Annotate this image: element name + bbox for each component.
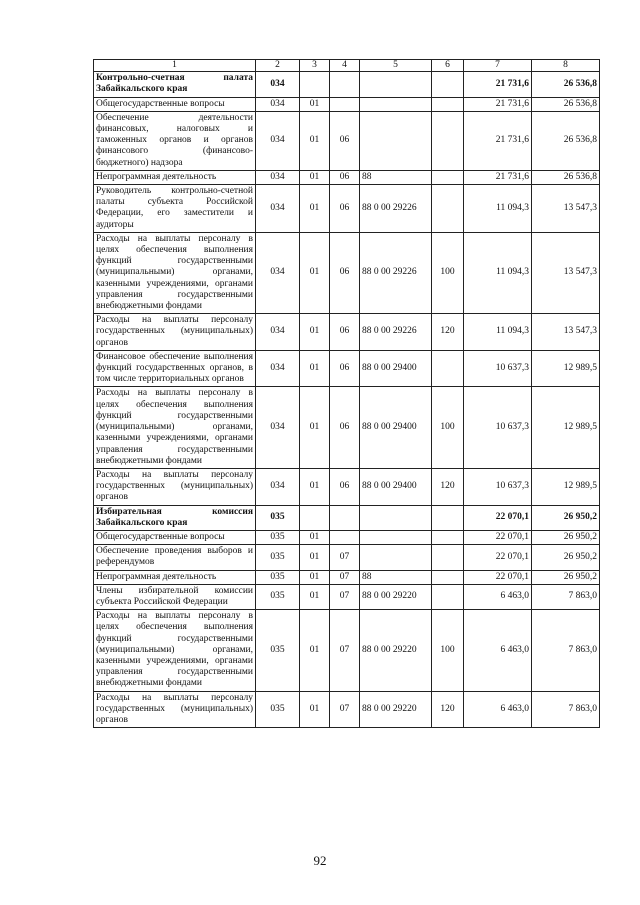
table-row	[94, 72, 600, 97]
table-row	[94, 97, 600, 111]
column-number: 2	[256, 60, 300, 72]
amount-col7: 6 463,0	[464, 610, 532, 691]
table-row	[94, 170, 600, 184]
row-name: Расходы на выплаты персоналу государственных (муниципальных) органов	[94, 691, 256, 728]
amount-col8: 26 536,8	[532, 170, 600, 184]
amount-col8: 13 547,3	[532, 185, 600, 233]
row-name: Расходы на выплаты персоналу государственных (муниципальных) органов	[94, 314, 256, 351]
budget-table	[93, 59, 600, 728]
table-row	[94, 545, 600, 570]
section-code: 01	[300, 350, 330, 387]
amount-col8: 13 547,3	[532, 314, 600, 351]
row-name: Общегосударственные вопросы	[94, 97, 256, 111]
target-article-code: 88 0 00 29220	[360, 584, 432, 609]
amount-col7: 6 463,0	[464, 691, 532, 728]
table-row	[94, 691, 600, 728]
ministry-code: 034	[256, 72, 300, 97]
amount-col7: 21 731,6	[464, 72, 532, 97]
subsection-code: 06	[330, 185, 360, 233]
target-article-code: 88 0 00 29226	[360, 185, 432, 233]
amount-col7: 22 070,1	[464, 530, 532, 544]
amount-col8: 12 989,5	[532, 350, 600, 387]
expense-type-code	[432, 111, 464, 170]
subsection-code: 06	[330, 350, 360, 387]
row-name: Члены избирательной комиссии субъекта Российской Федерации	[94, 584, 256, 609]
row-name: Обеспечение деятельности финансовых, налоговых и таможенных органов и органов финансового (финансово-бюджетного) надзора	[94, 111, 256, 170]
row-name: Избирательная комиссия Забайкальского края	[94, 505, 256, 530]
amount-col8: 12 989,5	[532, 468, 600, 505]
column-number: 5	[360, 60, 432, 72]
table-row	[94, 584, 600, 609]
expense-type-code	[432, 185, 464, 233]
amount-col7: 10 637,3	[464, 387, 532, 468]
expense-type-code	[432, 530, 464, 544]
target-article-code	[360, 72, 432, 97]
column-number: 4	[330, 60, 360, 72]
amount-col8: 26 536,8	[532, 111, 600, 170]
amount-col8: 7 863,0	[532, 691, 600, 728]
page-number: 92	[313, 853, 327, 868]
table-row	[94, 610, 600, 691]
table-row	[94, 111, 600, 170]
ministry-code: 034	[256, 111, 300, 170]
target-article-code	[360, 530, 432, 544]
amount-col7: 22 070,1	[464, 505, 532, 530]
subsection-code: 06	[330, 387, 360, 468]
amount-col7: 11 094,3	[464, 314, 532, 351]
ministry-code: 034	[256, 97, 300, 111]
section-code: 01	[300, 584, 330, 609]
amount-col7: 22 070,1	[464, 545, 532, 570]
row-name: Расходы на выплаты персоналу государственных (муниципальных) органов	[94, 468, 256, 505]
section-code: 01	[300, 111, 330, 170]
target-article-code: 88 0 00 29226	[360, 314, 432, 351]
ministry-code: 034	[256, 350, 300, 387]
subsection-code	[330, 505, 360, 530]
section-code: 01	[300, 468, 330, 505]
target-article-code	[360, 505, 432, 530]
expense-type-code: 100	[432, 387, 464, 468]
section-code: 01	[300, 314, 330, 351]
ministry-code: 034	[256, 387, 300, 468]
row-name: Расходы на выплаты персоналу в целях обеспечения выполнения функций государственными (муниципальными) органами, казенными учреждениями, органами управления государственными внебюджетными фондами	[94, 387, 256, 468]
column-number: 7	[464, 60, 532, 72]
amount-col7: 10 637,3	[464, 350, 532, 387]
expense-type-code	[432, 584, 464, 609]
subsection-code	[330, 530, 360, 544]
ministry-code: 035	[256, 570, 300, 584]
ministry-code: 035	[256, 610, 300, 691]
table-row	[94, 314, 600, 351]
section-code: 01	[300, 170, 330, 184]
amount-col7: 21 731,6	[464, 170, 532, 184]
ministry-code: 035	[256, 691, 300, 728]
subsection-code: 06	[330, 111, 360, 170]
subsection-code: 06	[330, 232, 360, 313]
column-number: 6	[432, 60, 464, 72]
subsection-code: 06	[330, 170, 360, 184]
amount-col8: 7 863,0	[532, 610, 600, 691]
expense-type-code: 100	[432, 232, 464, 313]
section-code: 01	[300, 387, 330, 468]
expense-type-code: 100	[432, 610, 464, 691]
ministry-code: 035	[256, 530, 300, 544]
section-code: 01	[300, 570, 330, 584]
row-name: Контрольно-счетная палата Забайкальского края	[94, 72, 256, 97]
subsection-code: 07	[330, 584, 360, 609]
ministry-code: 035	[256, 584, 300, 609]
target-article-code: 88 0 00 29400	[360, 350, 432, 387]
expense-type-code: 120	[432, 314, 464, 351]
amount-col8: 26 950,2	[532, 530, 600, 544]
section-code	[300, 72, 330, 97]
amount-col7: 11 094,3	[464, 232, 532, 313]
amount-col7: 21 731,6	[464, 111, 532, 170]
expense-type-code	[432, 350, 464, 387]
expense-type-code	[432, 505, 464, 530]
amount-col7: 6 463,0	[464, 584, 532, 609]
amount-col8: 12 989,5	[532, 387, 600, 468]
target-article-code	[360, 545, 432, 570]
row-name: Расходы на выплаты персоналу в целях обеспечения выполнения функций государственными (муниципальными) органами, казенными учреждениями, органами управления государственными внебюджетными фондами	[94, 232, 256, 313]
column-number-row	[94, 60, 600, 72]
ministry-code: 034	[256, 170, 300, 184]
expense-type-code: 120	[432, 691, 464, 728]
subsection-code: 07	[330, 610, 360, 691]
target-article-code: 88 0 00 29226	[360, 232, 432, 313]
subsection-code	[330, 97, 360, 111]
ministry-code: 035	[256, 545, 300, 570]
row-name: Обеспечение проведения выборов и референдумов	[94, 545, 256, 570]
table-row	[94, 350, 600, 387]
table-row	[94, 530, 600, 544]
target-article-code: 88 0 00 29400	[360, 468, 432, 505]
section-code: 01	[300, 232, 330, 313]
ministry-code: 034	[256, 468, 300, 505]
target-article-code: 88	[360, 570, 432, 584]
table-row	[94, 185, 600, 233]
amount-col8: 26 536,8	[532, 72, 600, 97]
section-code: 01	[300, 610, 330, 691]
table-row	[94, 468, 600, 505]
row-name: Непрограммная деятельность	[94, 570, 256, 584]
column-number: 8	[532, 60, 600, 72]
amount-col8: 13 547,3	[532, 232, 600, 313]
column-number: 3	[300, 60, 330, 72]
table-row	[94, 232, 600, 313]
ministry-code: 034	[256, 314, 300, 351]
table-row	[94, 387, 600, 468]
section-code: 01	[300, 97, 330, 111]
row-name: Финансовое обеспечение выполнения функций государственных органов, в том числе территориальных органов	[94, 350, 256, 387]
target-article-code	[360, 97, 432, 111]
ministry-code: 034	[256, 185, 300, 233]
expense-type-code	[432, 97, 464, 111]
amount-col7: 11 094,3	[464, 185, 532, 233]
amount-col8: 26 950,2	[532, 545, 600, 570]
amount-col7: 22 070,1	[464, 570, 532, 584]
amount-col8: 26 536,8	[532, 97, 600, 111]
amount-col8: 26 950,2	[532, 570, 600, 584]
ministry-code: 035	[256, 505, 300, 530]
expense-type-code: 120	[432, 468, 464, 505]
row-name: Непрограммная деятельность	[94, 170, 256, 184]
expense-type-code	[432, 570, 464, 584]
row-name: Руководитель контрольно-счетной палаты субъекта Российской Федерации, его заместители и аудиторы	[94, 185, 256, 233]
target-article-code	[360, 111, 432, 170]
target-article-code: 88 0 00 29220	[360, 691, 432, 728]
section-code: 01	[300, 691, 330, 728]
section-code	[300, 505, 330, 530]
column-number: 1	[94, 60, 256, 72]
section-code: 01	[300, 530, 330, 544]
amount-col7: 10 637,3	[464, 468, 532, 505]
target-article-code: 88	[360, 170, 432, 184]
target-article-code: 88 0 00 29400	[360, 387, 432, 468]
expense-type-code	[432, 170, 464, 184]
row-name: Общегосударственные вопросы	[94, 530, 256, 544]
subsection-code: 06	[330, 314, 360, 351]
amount-col8: 26 950,2	[532, 505, 600, 530]
subsection-code: 07	[330, 691, 360, 728]
expense-type-code	[432, 72, 464, 97]
table-row	[94, 570, 600, 584]
expense-type-code	[432, 545, 464, 570]
row-name: Расходы на выплаты персоналу в целях обеспечения выполнения функций государственными (муниципальными) органами, казенными учреждениями, органами управления государственными внебюджетными фондами	[94, 610, 256, 691]
amount-col7: 21 731,6	[464, 97, 532, 111]
subsection-code	[330, 72, 360, 97]
subsection-code: 07	[330, 570, 360, 584]
table-row	[94, 505, 600, 530]
amount-col8: 7 863,0	[532, 584, 600, 609]
subsection-code: 06	[330, 468, 360, 505]
target-article-code: 88 0 00 29220	[360, 610, 432, 691]
subsection-code: 07	[330, 545, 360, 570]
section-code: 01	[300, 545, 330, 570]
section-code: 01	[300, 185, 330, 233]
ministry-code: 034	[256, 232, 300, 313]
